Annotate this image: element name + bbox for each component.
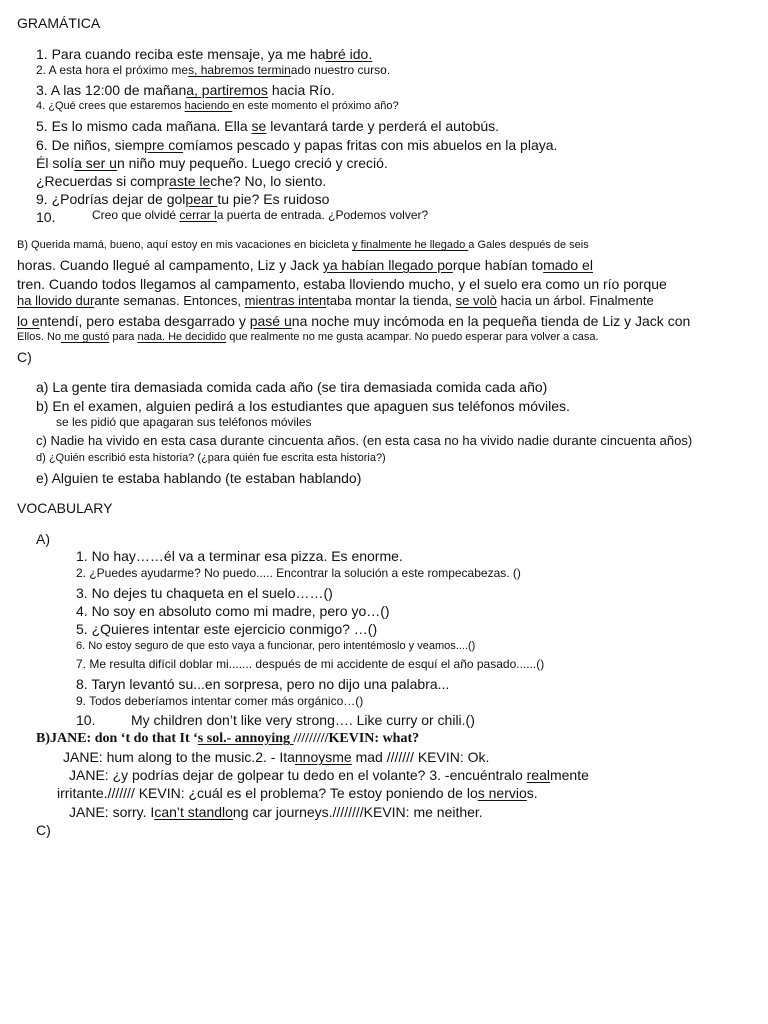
vocab-c-label: C) bbox=[36, 822, 51, 838]
vocab-item-6: 6. No estoy seguro de que esto vaya a funcionar, pero intentémoslo y veamos....() bbox=[76, 640, 476, 652]
vocab-item-10: My children don’t like very strong…. Like curry or chili.() bbox=[131, 712, 475, 728]
vocab-item-2: 2. ¿Puedes ayudarme? No puedo..... Encontrar la solución a este rompecabezas. () bbox=[76, 566, 521, 580]
vocab-item-3: 3. No dejes tu chaqueta en el suelo……() bbox=[76, 585, 333, 601]
letter-line-1: B) Querida mamá, bueno, aquí estoy en mis vacaciones en bicicleta y finalmente he llegado a Gales después de seis bbox=[17, 239, 589, 251]
grammar-item-6: 6. De niños, siempre comíamos pescado y papas fritas con mis abuelos en la playa. bbox=[36, 137, 558, 153]
passive-b: b) En el examen, alguien pedirá a los estudiantes que apaguen sus teléfonos móviles. bbox=[36, 398, 570, 414]
vocab-item-8: 8. Taryn levantó su...en sorpresa, pero no dijo una palabra... bbox=[76, 676, 450, 692]
grammar-item-4: 4. ¿Qué crees que estaremos haciendo en este momento el próximo año? bbox=[36, 100, 399, 112]
vocab-item-5: 5. ¿Quieres intentar este ejercicio conmigo? …() bbox=[76, 621, 378, 637]
vocab-item-10-number: 10. bbox=[76, 712, 96, 728]
grammar-item-3: 3. A las 12:00 de mañana, partiremos hacia Río. bbox=[36, 82, 335, 98]
grammar-c-label: C) bbox=[17, 349, 32, 365]
passive-a: a) La gente tira demasiada comida cada año (se tira demasiada comida cada año) bbox=[36, 379, 548, 395]
grammar-item-8: ¿Recuerdas si compraste leche? No, lo siento. bbox=[36, 173, 327, 189]
grammar-title: GRAMÁTICA bbox=[17, 15, 101, 31]
grammar-item-9: 9. ¿Podrías dejar de golpear tu pie? Es ruidoso bbox=[36, 191, 330, 207]
vocab-title: VOCABULARY bbox=[17, 500, 113, 516]
dialogue-line-4: irritante./////// KEVIN: ¿cuál es el problema? Te estoy poniendo de los nervios. bbox=[57, 785, 538, 801]
dialogue-line-5: JANE: sorry. Ican’t standlong car journeys.////////KEVIN: me neither. bbox=[69, 804, 483, 820]
passive-b-answer: se les pidió que apagaran sus teléfonos móviles bbox=[56, 415, 312, 429]
grammar-item-1: 1. Para cuando reciba este mensaje, ya me habré ido. bbox=[36, 46, 373, 62]
passive-e: e) Alguien te estaba hablando (te estaban hablando) bbox=[36, 470, 362, 486]
vocab-item-4: 4. No soy en absoluto como mi madre, pero yo…() bbox=[76, 603, 390, 619]
grammar-item-10-number: 10. bbox=[36, 209, 56, 225]
dialogue-line-1: B)JANE: don ‘t do that It ‘s sol.- annoying /////////KEVIN: what? bbox=[36, 731, 420, 746]
passive-c: c) Nadie ha vivido en esta casa durante cincuenta años. (en esta casa no ha vivido nadie durante cincuenta años) bbox=[36, 433, 693, 448]
letter-line-6: Ellos. No me gustó para nada. He decidido que realmente no me gusta acampar. No puedo esperar para volver a casa. bbox=[17, 331, 599, 343]
letter-line-3: tren. Cuando todos llegamos al campamento, estaba lloviendo mucho, y el suelo era como un río porque bbox=[17, 276, 667, 292]
vocab-item-9: 9. Todos deberíamos intentar comer más orgánico…() bbox=[76, 694, 364, 708]
dialogue-line-3: JANE: ¿y podrías dejar de golpear tu dedo en el volante? 3. -encuéntralo realmente bbox=[69, 767, 589, 783]
grammar-item-10: Creo que olvidé cerrar la puerta de entrada. ¿Podemos volver? bbox=[92, 208, 429, 222]
grammar-item-7: Él solía ser un niño muy pequeño. Luego creció y creció. bbox=[36, 155, 388, 171]
grammar-item-5: 5. Es lo mismo cada mañana. Ella se levantará tarde y perderá el autobús. bbox=[36, 118, 500, 134]
letter-line-4: ha llovido durante semanas. Entonces, mientras intentaba montar la tienda, se volò hacia un árbol. Finalmente bbox=[17, 293, 654, 308]
vocab-a-label: A) bbox=[36, 531, 50, 547]
grammar-item-2: 2. A esta hora el próximo mes, habremos terminado nuestro curso. bbox=[36, 63, 391, 77]
letter-line-5: lo entendí, pero estaba desgarrado y pasé una noche muy incómoda en la pequeña tienda de Liz y Jack con bbox=[17, 313, 691, 329]
letter-line-2: horas. Cuando llegué al campamento, Liz y Jack ya habían llegado porque habían tomado el bbox=[17, 257, 593, 273]
passive-d: d) ¿Quién escribió esta historia? (¿para quién fue escrita esta historia?) bbox=[36, 452, 386, 464]
vocab-item-1: 1. No hay……él va a terminar esa pizza. Es enorme. bbox=[76, 548, 403, 564]
vocab-item-7: 7. Me resulta difícil doblar mi....... después de mi accidente de esquí el año pasado......() bbox=[76, 657, 545, 671]
dialogue-line-2: JANE: hum along to the music.2. - Itannoysme mad /////// KEVIN: Ok. bbox=[63, 749, 490, 765]
